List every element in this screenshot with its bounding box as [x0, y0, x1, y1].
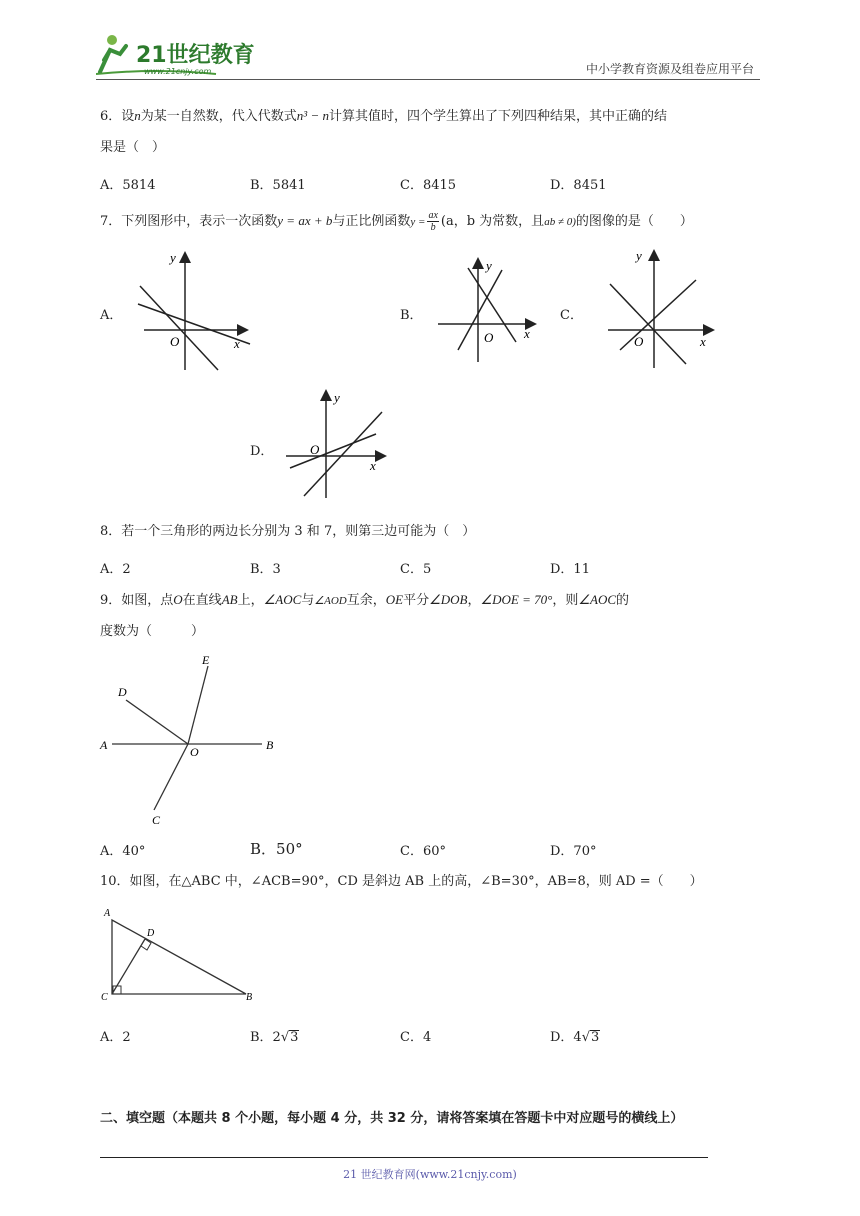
q6-line2: 果是（ ） [100, 140, 166, 155]
q7-label-b: B． [400, 308, 423, 323]
q10-figure [98, 904, 264, 1004]
q9-line1: 9．如图，点O在直线AB上，∠AOC与∠AOD互余，OE平分∠DOB，∠DOE = 70°，则∠AOC的 [100, 592, 630, 608]
svg-text:E: E [202, 653, 210, 667]
q10-option-c: C．4 [400, 1030, 432, 1045]
svg-text:x: x [370, 458, 376, 473]
site-logo [96, 32, 266, 78]
svg-text:B: B [246, 992, 253, 1003]
svg-text:O: O [170, 334, 180, 349]
q9-option-c: C．60° [400, 844, 446, 859]
svg-text:O: O [634, 334, 644, 349]
q8-option-a: A．2 [100, 562, 131, 577]
q10-option-b: B．2√3 [250, 1030, 299, 1045]
svg-text:x: x [234, 336, 240, 351]
svg-text:y: y [334, 390, 340, 405]
q7-graph-a [130, 248, 255, 376]
svg-text:O: O [190, 745, 199, 759]
svg-text:y: y [170, 250, 176, 265]
q6-option-b: B．5841 [250, 178, 306, 193]
svg-text:A: A [104, 908, 111, 919]
svg-text:B: B [266, 738, 274, 752]
q9-figure [96, 646, 286, 830]
svg-text:y: y [486, 258, 492, 273]
q9-option-b: B．50° [250, 840, 303, 858]
q6-option-c: C．8415 [400, 178, 457, 193]
q7-graph-c [602, 246, 720, 372]
q9-line2: 度数为（ ） [100, 624, 205, 639]
q10-option-d: D．4√3 [550, 1030, 600, 1045]
footer-rule [100, 1157, 708, 1158]
section-fill-in-heading: 二、填空题（本题共 8 个小题，每小题 4 分，共 32 分，请将答案填在答题卡中对应题号的横线上） [100, 1111, 684, 1126]
svg-text:A: A [100, 738, 108, 752]
logo-text: 21世纪教育 [136, 43, 255, 68]
q9-option-d: D．70° [550, 844, 597, 859]
q7-label-a: A． [100, 308, 123, 323]
svg-text:C: C [101, 992, 108, 1003]
q8-option-b: B．3 [250, 562, 281, 577]
svg-text:C: C [152, 813, 161, 827]
svg-text:x: x [700, 334, 706, 349]
logo-url: www.21cnjy.com [144, 67, 212, 76]
header-rule [96, 79, 760, 80]
q10-option-a: A．2 [100, 1030, 131, 1045]
svg-text:D: D [147, 928, 155, 939]
header-platform-text: 中小学教育资源及组卷应用平台 [585, 62, 754, 76]
q8-option-c: C．5 [400, 562, 432, 577]
q7-graph-b [432, 254, 542, 366]
footer-text: 21 世纪教育网(www.21cnjy.com) [343, 1168, 517, 1181]
svg-text:O: O [310, 442, 320, 457]
q7-label-d: D． [250, 444, 274, 459]
q8-question: 8．若一个三角形的两边长分别为 3 和 7，则第三边可能为（ ） [100, 524, 476, 539]
q6-option-a: A．5814 [100, 178, 156, 193]
q7-question: 7．下列图形中，表示一次函数y = ax + b与正比例函数y = $\frac{ax}{b}$ (a，b 为常数，且ab ≠ 0)的图像的是（ ） [100, 210, 693, 233]
q9-option-a: A．40° [100, 844, 146, 859]
svg-text:x: x [524, 326, 530, 341]
q7-graph-d [282, 386, 392, 502]
q6-line1: 6．设n为某一自然数，代入代数式n³ − n计算其值时，四个学生算出了下列四种结果，其中正确的结 [100, 108, 667, 124]
svg-text:D: D [118, 685, 127, 699]
q10-question: 10．如图，在△ABC 中，∠ACB=90°，CD 是斜边 AB 上的高，∠B=30°，AB=8，则 AD =（ ） [100, 874, 703, 889]
q8-option-d: D．11 [550, 562, 590, 577]
q6-option-d: D．8451 [550, 178, 607, 193]
svg-text:y: y [636, 248, 642, 263]
q7-label-c: C． [560, 308, 583, 323]
svg-text:O: O [484, 330, 494, 345]
